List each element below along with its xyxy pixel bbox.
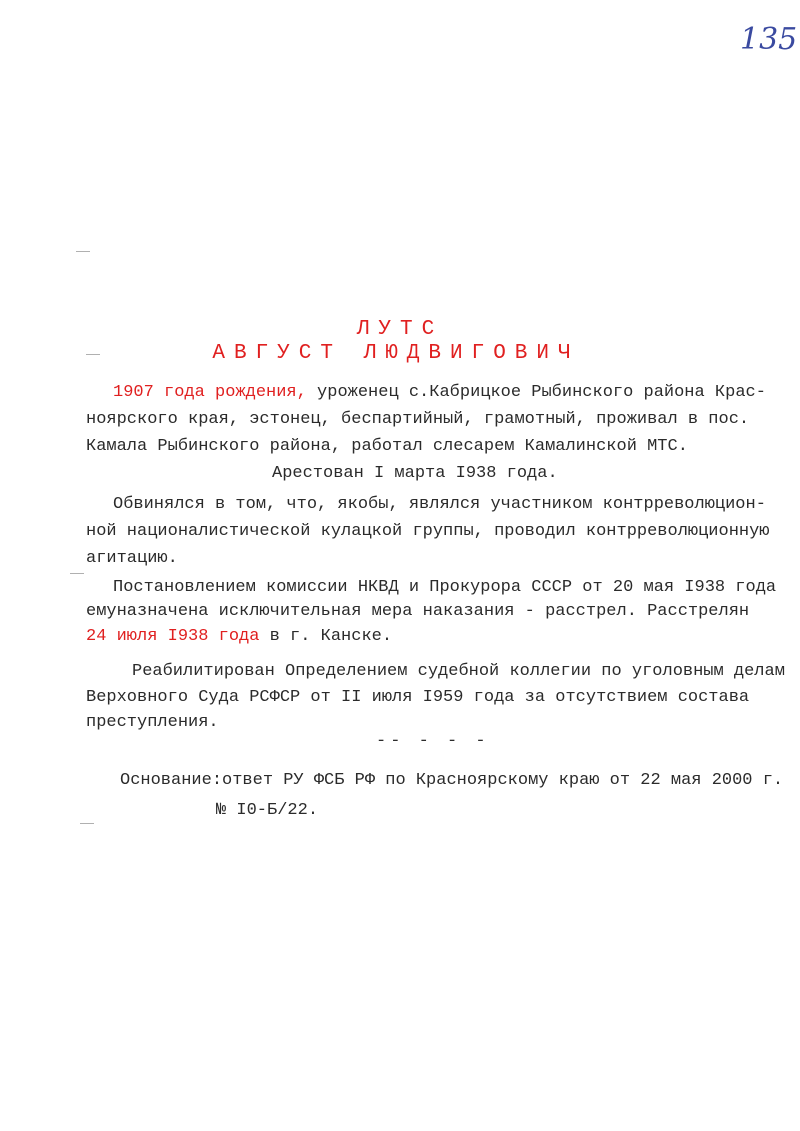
charge-line-1: Обвинялся в том, что, якобы, являлся участником контрреволюцион- [113, 495, 766, 514]
rehab-line-1: Реабилитирован Определением судебной коллегии по уголовным делам [132, 662, 785, 681]
margin-mark [76, 251, 90, 252]
basis-line-2: № I0-Б/22. [216, 801, 319, 820]
sentence-line-1: Постановлением комиссии НКВД и Прокурора СССР от 20 мая I938 года [113, 578, 777, 597]
full-name-heading: АВГУСТ ЛЮДВИГОВИЧ [212, 342, 580, 365]
bio-line-1 [113, 378, 773, 408]
handwritten-page-number: 135 [740, 22, 798, 57]
bio-line-1-rest: уроженец с.Кабрицкое Рыбинского района Крас- [306, 383, 766, 402]
execution-date-text: 24 июля I938 года [86, 627, 260, 646]
charge-line-2: ной националистической кулацкой группы, проводил контрреволюционную [86, 522, 770, 541]
sentence-line-2: емуназначена исключительная мера наказания - расстрел. Расстрелян [86, 602, 750, 621]
basis-line-1: Основание:ответ РУ ФСБ РФ по Красноярскому краю от 22 мая 2000 г. [120, 771, 784, 790]
birth-year-text: 1907 года рождения, [113, 383, 307, 402]
charge-line-3: агитацию. [86, 549, 178, 568]
rehab-line-3: преступления. [86, 713, 219, 732]
sentence-line-3 [86, 622, 746, 652]
separator-dashes: -- - - - [376, 732, 490, 751]
bio-line-2: ноярского края, эстонец, беспартийный, грамотный, проживал в пос. [86, 410, 750, 429]
bio-line-3: Камала Рыбинского района, работал слесарем Камалинской МТС. [86, 437, 688, 456]
margin-mark [70, 573, 84, 574]
surname-heading: ЛУТС [356, 318, 444, 341]
sentence-line-3-rest: в г. Канске. [259, 627, 393, 646]
arrest-line: Арестован I марта I938 года. [272, 464, 558, 483]
margin-mark [80, 823, 94, 824]
rehab-line-2: Верховного Суда РСФСР от II июля I959 года за отсутствием состава [86, 688, 750, 707]
